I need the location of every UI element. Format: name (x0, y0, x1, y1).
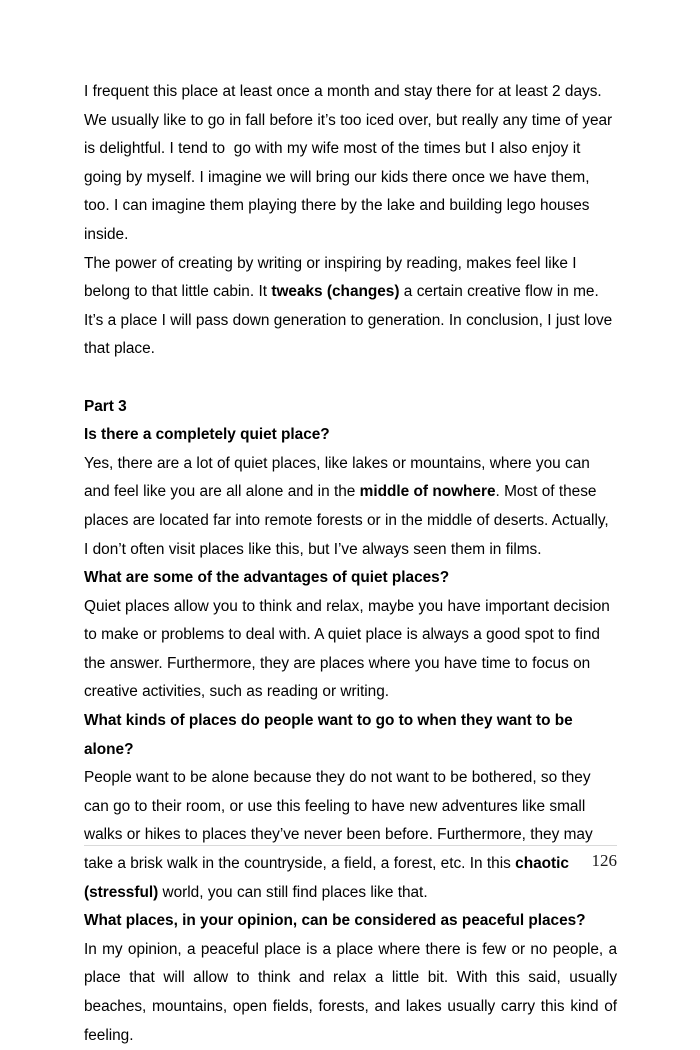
text-run: a certain creative flow in me. It’s a place I will pass down generation to generation. In conclusion, I just love that place. (84, 283, 617, 358)
paragraph-power (84, 250, 617, 364)
bold-run-middle-of-nowhere: middle of nowhere (359, 483, 496, 501)
paragraph-intro: I frequent this place at least once a month and stay there for at least 2 days. We usually like to go in fall before it’s too iced over, but really any time of year is delightful. I tend to go with my wife most of the times but I also enjoy it going by myself. I imagine we will bring our kids there once we have them, too. I can imagine them playing there by the lake and building lego houses inside. (84, 83, 617, 243)
heading-part-3: Part 3 (84, 397, 127, 415)
page-footer (84, 845, 617, 871)
text-run: . Most of these places are located far into remote forests or in the middle of deserts. Actually, I don’t often visit places like this, but I’ve always seen them in films. (84, 483, 614, 558)
text-run: world, you can still find places like that. (158, 883, 428, 901)
text-run: People want to be alone because they do not want to be bothered, so they can go to their room, or use this feeling to have new adventures like small walks or hikes to places they’ve never been before. Furthermore, they may take a brisk walk in the countryside, a field, a forest, etc. In this (84, 769, 597, 873)
bold-run-tweaks-changes: tweaks (changes) (271, 283, 400, 301)
paragraph-answer-4: In my opinion, a peaceful place is a place where there is few or no people, a place that will allow to think and relax a little bit. With this said, usually beaches, mountains, open fields, forests, and lakes usually carry this kind of feeling. (84, 940, 622, 1044)
document-body (84, 78, 622, 1050)
heading-question-2: What are some of the advantages of quiet places? (84, 569, 450, 587)
paragraph-spacer (84, 364, 617, 393)
heading-question-3: What kinds of places do people want to go to when they want to be alone? (84, 712, 573, 758)
text-run: Yes, there are a lot of quiet places, like lakes or mountains, where you can and feel like you are all alone and in the (84, 454, 595, 501)
paragraph-answer-3 (84, 764, 617, 907)
paragraph-answer-2: Quiet places allow you to think and relax, maybe you have important decision to make or problems to deal with. A quiet place is always a good spot to find the answer. Furthermore, they are places where you have time to focus on creative activities, such as reading or writing. (84, 597, 615, 701)
text-run: The power of creating by writing or inspiring by reading, makes feel like I belong to that little cabin. It (84, 254, 581, 301)
page-number: 126 (591, 851, 617, 870)
heading-question-1: Is there a completely quiet place? (84, 426, 330, 444)
heading-question-4: What places, in your opinion, can be considered as peaceful places? (84, 912, 586, 930)
paragraph-answer-1 (84, 450, 617, 564)
bold-run-chaotic-stressful: chaotic (stressful) (84, 855, 574, 901)
footer-divider (84, 845, 617, 846)
